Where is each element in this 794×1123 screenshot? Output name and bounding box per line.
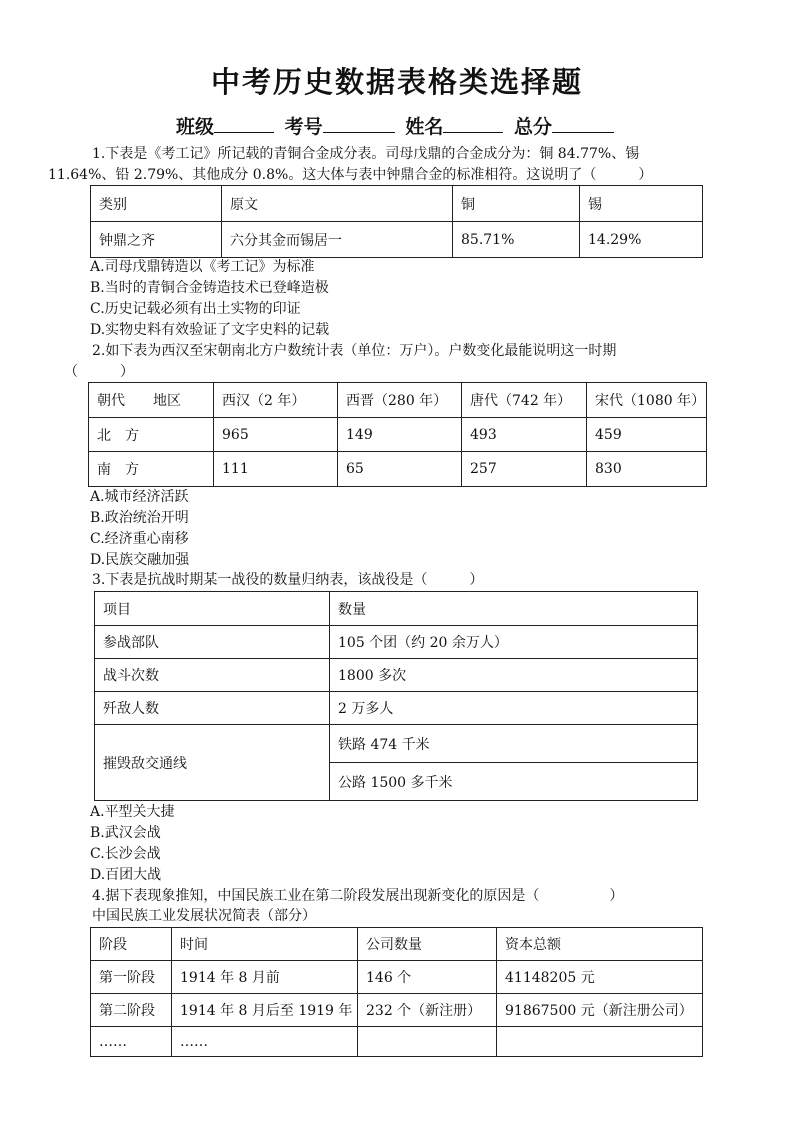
table-header-row bbox=[91, 186, 703, 222]
table-cell: 830 bbox=[587, 452, 707, 487]
q3-option-d[interactable]: D.百团大战 bbox=[90, 867, 162, 883]
q2-option-a[interactable]: A.城市经济活跃 bbox=[90, 489, 189, 505]
table-cell: 公路 1500 多千米 bbox=[330, 763, 698, 801]
table-cell: 2 万多人 bbox=[330, 692, 698, 725]
table-header-row bbox=[89, 383, 707, 418]
table-cell: 65 bbox=[338, 452, 462, 487]
table-header-cell: 宋代（1080 年） bbox=[587, 383, 707, 418]
q1-stem-line2: 11.64%、铅 2.79%、其他成分 0.8%。这大体与表中钟鼎合金的标准相符。这说明了（ ） bbox=[48, 167, 653, 183]
table-header-cell: 数量 bbox=[330, 592, 698, 626]
table-header-cell: 阶段 bbox=[91, 928, 172, 961]
table-cell: 1914 年 8 月前 bbox=[172, 961, 358, 994]
table-cell bbox=[497, 1027, 703, 1057]
table-cell: 111 bbox=[214, 452, 338, 487]
q2-table bbox=[88, 382, 707, 487]
table-header-cell: 西晋（280 年） bbox=[338, 383, 462, 418]
table-cell: 41148205 元 bbox=[497, 961, 703, 994]
table-cell: 铁路 474 千米 bbox=[330, 725, 698, 763]
q2-option-c[interactable]: C.经济重心南移 bbox=[90, 531, 189, 547]
table-cell: …… bbox=[91, 1027, 172, 1057]
class-blank[interactable] bbox=[214, 114, 274, 133]
q1-option-a[interactable]: A.司母戊鼎铸造以《考工记》为标准 bbox=[90, 259, 315, 275]
table-cell: 14.29% bbox=[580, 222, 703, 258]
table-row bbox=[91, 961, 703, 994]
table-cell: 965 bbox=[214, 418, 338, 452]
table-header-cell: 资本总额 bbox=[497, 928, 703, 961]
table-header-row bbox=[91, 928, 703, 961]
table-cell bbox=[358, 1027, 497, 1057]
table-cell: …… bbox=[172, 1027, 358, 1057]
score-blank[interactable] bbox=[552, 114, 614, 133]
score-label: 总分 bbox=[513, 116, 552, 138]
table-cell: 459 bbox=[587, 418, 707, 452]
student-info-line bbox=[0, 112, 794, 139]
q1-option-d[interactable]: D.实物史料有效验证了文字史料的记载 bbox=[90, 322, 330, 338]
table-header-cell: 类别 bbox=[91, 186, 222, 222]
table-header-cell: 唐代（742 年） bbox=[462, 383, 587, 418]
q1-stem-line1: 1.下表是《考工记》所记载的青铜合金成分表。司母戊鼎的合金成分为：铜 84.77%、锡 bbox=[92, 146, 640, 162]
table-cell: 91867500 元（新注册公司） bbox=[497, 994, 703, 1027]
table-header-cell: 铜 bbox=[453, 186, 580, 222]
table-cell: 钟鼎之齐 bbox=[91, 222, 222, 258]
page-title: 中考历史数据表格类选择题 bbox=[210, 65, 583, 99]
table-cell: 146 个 bbox=[358, 961, 497, 994]
table-header-cell: 项目 bbox=[95, 592, 330, 626]
table-cell: 参战部队 bbox=[95, 626, 330, 659]
q4-table bbox=[90, 927, 703, 1057]
table-header-cell: 锡 bbox=[580, 186, 703, 222]
table-header-cell: 朝代 地区 bbox=[89, 383, 214, 418]
table-cell: 232 个（新注册） bbox=[358, 994, 497, 1027]
q3-option-b[interactable]: B.武汉会战 bbox=[90, 825, 161, 841]
table-row bbox=[95, 659, 698, 692]
q3-option-a[interactable]: A.平型关大捷 bbox=[90, 804, 175, 820]
q4-table-caption: 中国民族工业发展状况简表（部分） bbox=[92, 908, 316, 924]
table-cell: 85.71% bbox=[453, 222, 580, 258]
table-cell: 南 方 bbox=[89, 452, 214, 487]
table-header-cell: 原文 bbox=[222, 186, 453, 222]
name-label: 姓名 bbox=[405, 116, 444, 138]
table-header-row bbox=[95, 592, 698, 626]
q1-option-b[interactable]: B.当时的青铜合金铸造技术已登峰造极 bbox=[90, 280, 329, 296]
table-cell: 493 bbox=[462, 418, 587, 452]
q3-table bbox=[94, 591, 698, 801]
name-blank[interactable] bbox=[443, 114, 503, 133]
table-cell: 北 方 bbox=[89, 418, 214, 452]
table-cell: 战斗次数 bbox=[95, 659, 330, 692]
table-row bbox=[89, 452, 707, 487]
table-cell: 105 个团（约 20 余万人） bbox=[330, 626, 698, 659]
q2-stem-line1: 2.如下表为西汉至宋朝南北方户数统计表（单位：万户）。户数变化最能说明这一时期 bbox=[92, 343, 617, 359]
q3-option-c[interactable]: C.长沙会战 bbox=[90, 846, 161, 862]
table-row bbox=[95, 692, 698, 725]
q2-stem-line2: （ ） bbox=[64, 364, 134, 380]
q3-stem: 3.下表是抗战时期某一战役的数量归纳表，该战役是（ ） bbox=[92, 572, 484, 588]
table-cell: 第一阶段 bbox=[91, 961, 172, 994]
table-row bbox=[89, 418, 707, 452]
q4-stem: 4.据下表现象推知，中国民族工业在第二阶段发展出现新变化的原因是（ ） bbox=[92, 888, 624, 904]
exam-number-blank[interactable] bbox=[323, 114, 395, 133]
q1-option-c[interactable]: C.历史记载必须有出土实物的印证 bbox=[90, 301, 301, 317]
q1-table bbox=[90, 185, 703, 258]
table-cell: 1914 年 8 月后至 1919 年 bbox=[172, 994, 358, 1027]
table-row bbox=[95, 725, 698, 763]
table-row bbox=[91, 994, 703, 1027]
table-cell: 1800 多次 bbox=[330, 659, 698, 692]
class-label: 班级 bbox=[176, 116, 215, 138]
table-row bbox=[95, 626, 698, 659]
table-row bbox=[91, 222, 703, 258]
table-header-cell: 时间 bbox=[172, 928, 358, 961]
table-header-cell: 公司数量 bbox=[358, 928, 497, 961]
table-cell: 六分其金而锡居一 bbox=[222, 222, 453, 258]
table-cell: 149 bbox=[338, 418, 462, 452]
table-cell: 歼敌人数 bbox=[95, 692, 330, 725]
table-cell: 第二阶段 bbox=[91, 994, 172, 1027]
table-header-cell: 西汉（2 年） bbox=[214, 383, 338, 418]
q2-option-b[interactable]: B.政治统治开明 bbox=[90, 510, 189, 526]
exam-number-label: 考号 bbox=[284, 116, 323, 138]
table-row bbox=[91, 1027, 703, 1057]
table-cell: 257 bbox=[462, 452, 587, 487]
q2-option-d[interactable]: D.民族交融加强 bbox=[90, 552, 190, 568]
table-cell-merged: 摧毁敌交通线 bbox=[95, 725, 330, 801]
